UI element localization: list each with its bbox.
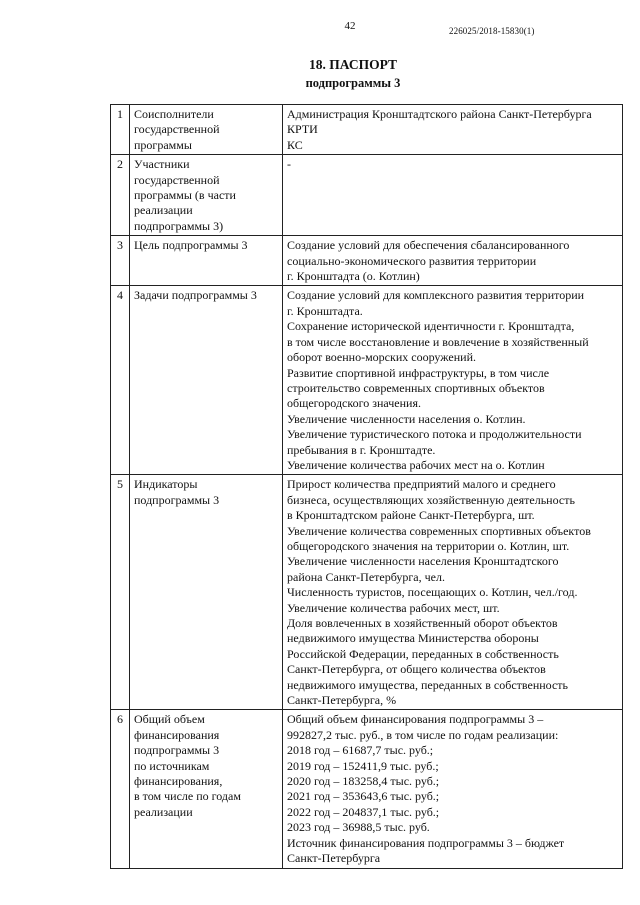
row-content-line: Развитие спортивной инфраструктуры, в том числе (287, 365, 550, 380)
row-label-line: Индикаторы (134, 477, 198, 492)
row-label-line: подпрограммы 3 (134, 492, 220, 507)
row-content-line: района Санкт-Петербурга, чел. (287, 569, 445, 584)
row-content-line: оборот военно-морских сооружений. (287, 350, 476, 365)
row-label-line: по источникам (134, 758, 210, 773)
row-content-line: Сохранение исторической идентичности г. Кронштадта, (287, 319, 575, 334)
row-label-line: подпрограммы 3 (134, 743, 220, 758)
row-number: 6 (111, 710, 130, 868)
row-content-cell (283, 286, 623, 475)
row-label-cell (130, 286, 283, 475)
row-content-line: строительство современных спортивных объектов (287, 380, 545, 395)
row-content-line: КРТИ (287, 122, 318, 137)
row-label-cell (130, 105, 283, 155)
row-label-cell (130, 475, 283, 710)
row-label-line: реализации (134, 804, 193, 819)
row-content-line: Увеличение численности населения о. Котлин. (287, 411, 526, 426)
row-content-line: общегородского значения на территории о. Котлин, шт. (287, 538, 570, 553)
row-content-line: Источник финансирования подпрограммы 3 – бюджет (287, 835, 565, 850)
row-content-line: Создание условий для обеспечения сбалансированного (287, 238, 570, 253)
row-content-line: 2022 год – 204837,1 тыс. руб.; (287, 804, 440, 819)
row-label-line: в том числе по годам (134, 789, 241, 804)
row-label-line: Общий объем (134, 712, 205, 727)
row-content-line: 2019 год – 152411,9 тыс. руб.; (287, 758, 439, 773)
row-label-cell (130, 155, 283, 236)
row-content-line: КС (287, 137, 303, 152)
row-content-cell (283, 475, 623, 710)
row-content-cell (283, 155, 623, 236)
row-number: 4 (111, 286, 130, 475)
table-row (111, 155, 623, 236)
row-content-line: Увеличение туристического потока и продолжительности (287, 427, 582, 442)
table-row (111, 710, 623, 868)
row-content-line: Администрация Кронштадтского района Санкт-Петербурга (287, 107, 592, 121)
table-row (111, 105, 623, 155)
row-number: 1 (111, 105, 130, 155)
row-content-line: Создание условий для комплексного развития территории (287, 288, 585, 303)
row-content-line: Доля вовлеченных в хозяйственный оборот объектов (287, 616, 558, 630)
row-content-line: социально-экономического развития территории (287, 253, 537, 268)
row-content-line: Прирост количества предприятий малого и среднего (287, 477, 556, 492)
row-label-line: Соисполнители (134, 107, 214, 121)
row-label-line: подпрограммы 3) (134, 218, 224, 233)
row-content-cell (283, 105, 623, 155)
passport-table-body (111, 105, 623, 869)
row-content-line: общегородского значения. (287, 396, 421, 411)
row-number: 5 (111, 475, 130, 710)
page-number: 42 (344, 20, 356, 32)
row-content-line: г. Кронштадта (о. Котлин) (287, 269, 420, 284)
row-label-line: государственной (134, 172, 220, 187)
row-label-line: программы (134, 137, 192, 152)
row-label-line: программы (в части (134, 188, 236, 203)
table-row (111, 475, 623, 710)
row-content-line: 2021 год – 353643,6 тыс. руб.; (287, 789, 440, 804)
row-label-line: Задачи подпрограммы 3 (134, 288, 257, 303)
row-content-line: Численность туристов, посещающих о. Котлин, чел./год. (287, 585, 578, 600)
row-content-line: бизнеса, осуществляющих хозяйственную деятельность (287, 492, 575, 507)
row-label-line: Участники (134, 157, 190, 172)
row-content-line: 2020 год – 183258,4 тыс. руб.; (287, 774, 440, 789)
table-row (111, 236, 623, 286)
row-label-line: Цель подпрограммы 3 (134, 238, 248, 253)
table-row (111, 286, 623, 475)
row-content-line: Санкт-Петербурга, % (287, 693, 397, 708)
row-content-line: Увеличение количества современных спортивных объектов (287, 523, 591, 538)
document-title: 18. ПАСПОРТ (309, 57, 397, 72)
row-number: 2 (111, 155, 130, 236)
row-content-line: 2018 год – 61687,7 тыс. руб.; (287, 743, 434, 758)
row-content-line: недвижимого имущества Министерства обороны (287, 631, 539, 646)
row-label-line: государственной (134, 122, 220, 137)
row-content-line: - (287, 157, 291, 172)
row-number: 3 (111, 236, 130, 286)
row-content-line: 992827,2 тыс. руб., в том числе по годам реализации: (287, 727, 559, 742)
row-label-line: финансирования, (134, 774, 223, 789)
row-content-line: в Кронштадтском районе Санкт-Петербурга, шт. (287, 508, 535, 523)
row-label-line: реализации (134, 203, 193, 218)
row-content-line: пребывания в г. Кронштадте. (287, 442, 436, 457)
row-content-line: г. Кронштадта. (287, 303, 363, 318)
row-label-cell (130, 710, 283, 868)
row-content-cell (283, 236, 623, 286)
row-content-line: Общий объем финансирования подпрограммы 3 – (287, 712, 544, 727)
row-content-line: 2023 год – 36988,5 тыс. руб. (287, 820, 430, 835)
row-content-line: Увеличение количества рабочих мест на о. Котлин (287, 457, 545, 472)
row-content-line: Увеличение количества рабочих мест, шт. (287, 600, 500, 615)
row-content-line: Российской Федерации, переданных в собственность (287, 646, 559, 661)
row-content-line: Увеличение численности населения Кронштадтского (287, 554, 559, 569)
document-code: 226025/2018-15830(1) (449, 26, 535, 36)
row-content-cell (283, 710, 623, 868)
row-content-line: Санкт-Петербурга (287, 851, 381, 866)
row-content-line: недвижимого имущества, переданных в собственность (287, 677, 569, 692)
row-content-line: в том числе восстановление и вовлечение в хозяйственный (287, 334, 589, 349)
row-content-line: Санкт-Петербурга, от общего количества объектов (287, 662, 546, 677)
row-label-line: финансирования (134, 727, 220, 742)
title-block (0, 57, 640, 91)
document-subtitle: подпрограммы 3 (305, 76, 401, 90)
passport-table (110, 104, 623, 869)
row-label-cell (130, 236, 283, 286)
